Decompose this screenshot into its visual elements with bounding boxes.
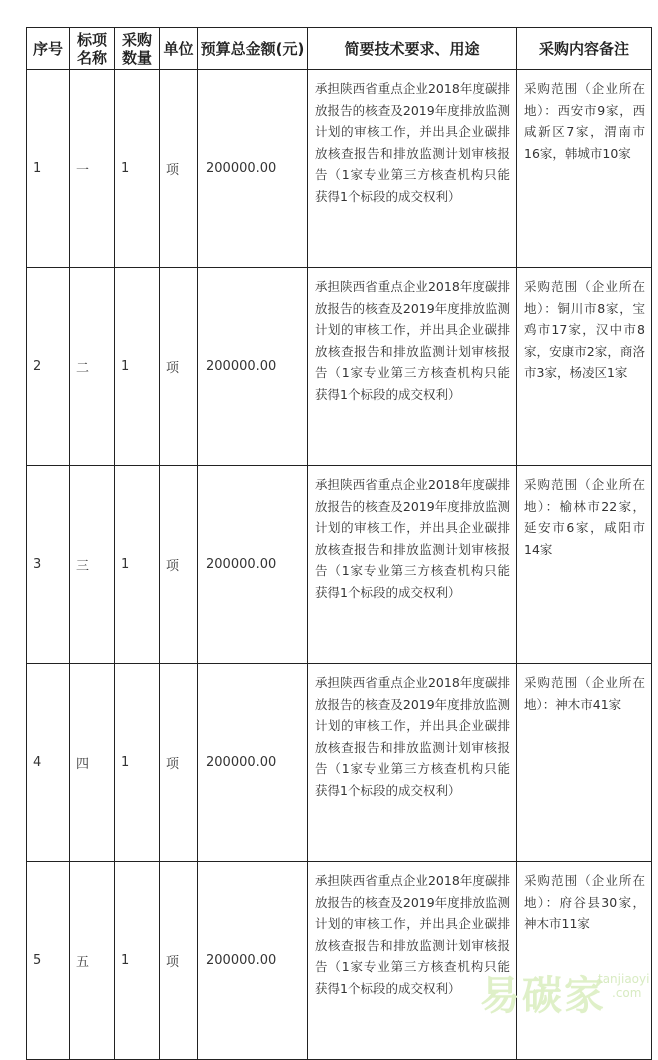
watermark-domain-suffix: .com bbox=[612, 986, 642, 1000]
cell-budget: 200000.00 bbox=[198, 664, 308, 862]
table-row bbox=[27, 466, 652, 664]
cell-budget: 200000.00 bbox=[198, 862, 308, 1060]
cell-quantity: 1 bbox=[115, 862, 160, 1060]
cell-unit: 项 bbox=[160, 268, 198, 466]
table-row bbox=[27, 664, 652, 862]
site-watermark bbox=[480, 964, 655, 1026]
procurement-table bbox=[26, 27, 652, 1060]
cell-quantity: 1 bbox=[115, 70, 160, 268]
cell-budget: 200000.00 bbox=[198, 268, 308, 466]
watermark-domain: tanjiaoyi bbox=[598, 972, 650, 986]
header-quantity: 采购数量 bbox=[115, 28, 160, 70]
cell-unit: 项 bbox=[160, 466, 198, 664]
header-unit: 单位 bbox=[160, 28, 198, 70]
cell-remarks: 采购范围（企业所在地）：神木市41家 bbox=[517, 664, 652, 862]
cell-unit: 项 bbox=[160, 664, 198, 862]
header-requirements: 简要技术要求、用途 bbox=[308, 28, 517, 70]
cell-remarks: 采购范围（企业所在地）：铜川市8家，宝鸡市17家，汉中市8家，安康市2家，商洛市3家，杨凌区1家 bbox=[517, 268, 652, 466]
cell-requirements: 承担陕西省重点企业2018年度碳排放报告的核查及2019年度排放监测计划的审核工作，并出具企业碳排放核查报告和排放监测计划审核报告（1家专业第三方核查机构只能获得1个标段的成交权利） bbox=[308, 268, 517, 466]
cell-seq: 1 bbox=[27, 70, 70, 268]
header-remarks: 采购内容备注 bbox=[517, 28, 652, 70]
cell-quantity: 1 bbox=[115, 268, 160, 466]
table-row bbox=[27, 70, 652, 268]
table-header-row bbox=[27, 28, 652, 70]
cell-lot-name: 五 bbox=[70, 862, 115, 1060]
cell-seq: 2 bbox=[27, 268, 70, 466]
header-budget: 预算总金额(元) bbox=[198, 28, 308, 70]
cell-quantity: 1 bbox=[115, 466, 160, 664]
cell-remarks: 采购范围（企业所在地）：府谷县30家，神木市11家 bbox=[517, 862, 652, 1060]
cell-remarks: 采购范围（企业所在地）：西安市9家，西咸新区7家，渭南市16家，韩城市10家 bbox=[517, 70, 652, 268]
table-row bbox=[27, 862, 652, 1060]
header-seq: 序号 bbox=[27, 28, 70, 70]
cell-seq: 3 bbox=[27, 466, 70, 664]
cell-quantity: 1 bbox=[115, 664, 160, 862]
cell-seq: 5 bbox=[27, 862, 70, 1060]
table-row bbox=[27, 268, 652, 466]
header-lot-name: 标项名称 bbox=[70, 28, 115, 70]
cell-budget: 200000.00 bbox=[198, 70, 308, 268]
cell-unit: 项 bbox=[160, 862, 198, 1060]
cell-lot-name: 四 bbox=[70, 664, 115, 862]
cell-requirements: 承担陕西省重点企业2018年度碳排放报告的核查及2019年度排放监测计划的审核工作，并出具企业碳排放核查报告和排放监测计划审核报告（1家专业第三方核查机构只能获得1个标段的成交权利） bbox=[308, 664, 517, 862]
cell-budget: 200000.00 bbox=[198, 466, 308, 664]
cell-remarks: 采购范围（企业所在地）：榆林市22家，延安市6家，咸阳市14家 bbox=[517, 466, 652, 664]
cell-seq: 4 bbox=[27, 664, 70, 862]
cell-lot-name: 三 bbox=[70, 466, 115, 664]
cell-unit: 项 bbox=[160, 70, 198, 268]
cell-requirements: 承担陕西省重点企业2018年度碳排放报告的核查及2019年度排放监测计划的审核工作，并出具企业碳排放核查报告和排放监测计划审核报告（1家专业第三方核查机构只能获得1个标段的成交权利） bbox=[308, 862, 517, 1060]
cell-requirements: 承担陕西省重点企业2018年度碳排放报告的核查及2019年度排放监测计划的审核工作，并出具企业碳排放核查报告和排放监测计划审核报告（1家专业第三方核查机构只能获得1个标段的成交权利） bbox=[308, 70, 517, 268]
cell-lot-name: 一 bbox=[70, 70, 115, 268]
cell-lot-name: 二 bbox=[70, 268, 115, 466]
cell-requirements: 承担陕西省重点企业2018年度碳排放报告的核查及2019年度排放监测计划的审核工作，并出具企业碳排放核查报告和排放监测计划审核报告（1家专业第三方核查机构只能获得1个标段的成交权利） bbox=[308, 466, 517, 664]
watermark-brand: 易碳家 bbox=[480, 973, 606, 1019]
